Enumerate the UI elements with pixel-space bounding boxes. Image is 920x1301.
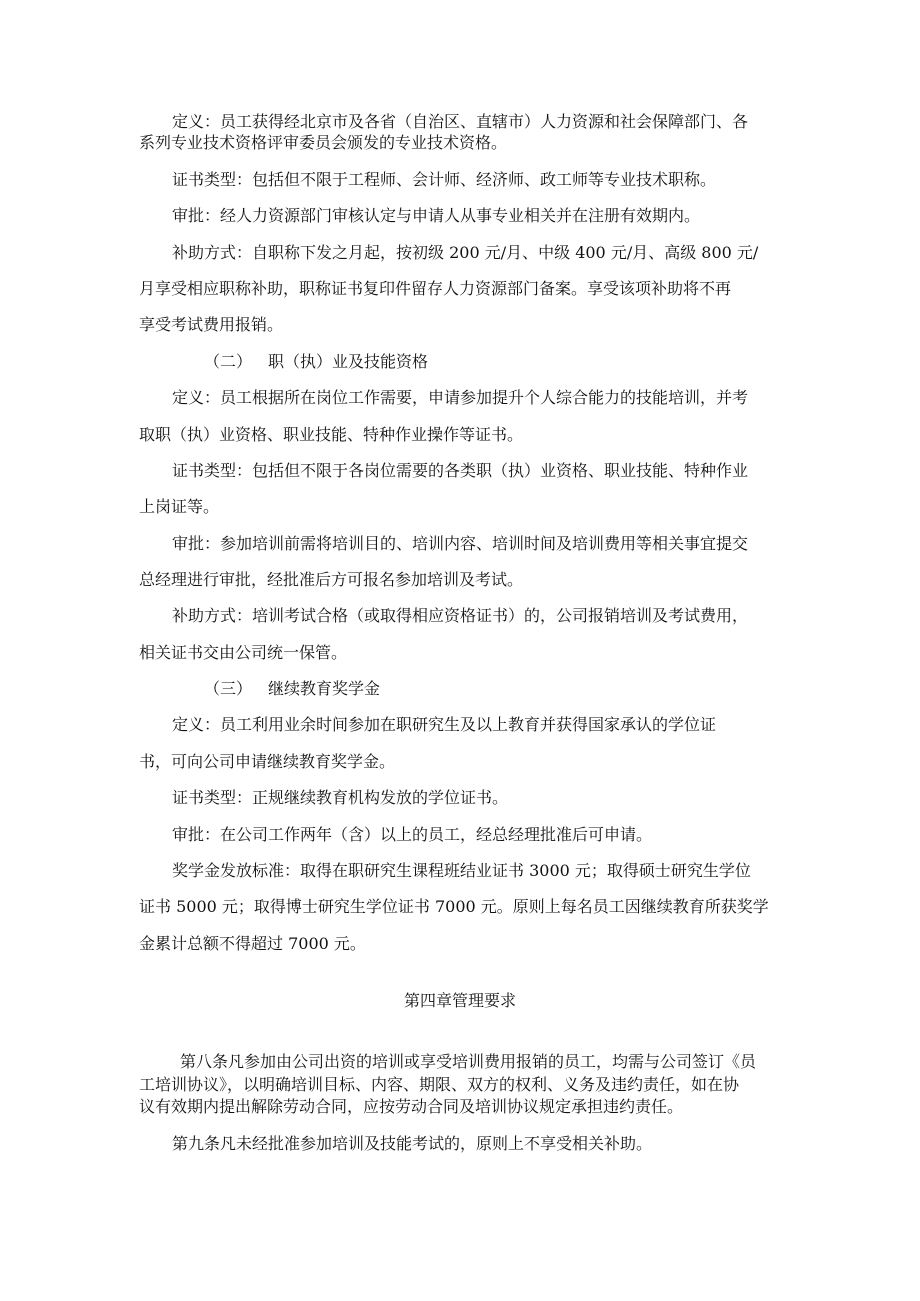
article-8-line3: 议有效期内提出解除劳动合同，应按劳动合同及培训协议规定承担违约责任。 — [139, 1097, 684, 1116]
s2-approval-line2: 总经理进行审批，经批准后方可报名参加培训及考试。 — [139, 570, 524, 589]
article-9: 第九条凡未经批准参加培训及技能考试的，原则上不享受相关补助。 — [172, 1134, 653, 1153]
s1-certificate-type: 证书类型：包括但不限于工程师、会计师、经济师、政工师等专业技术职称。 — [172, 170, 717, 189]
s2-certificate-type-line1: 证书类型：包括但不限于各岗位需要的各类职（执）业资格、职业技能、特种作业 — [172, 461, 749, 480]
s2-subsidy-line2: 相关证书交由公司统一保管。 — [139, 643, 348, 662]
s3-award-line3: 金累计总额不得超过 7000 元。 — [139, 934, 366, 953]
s2-certificate-type-line2: 上岗证等。 — [139, 497, 220, 516]
s2-subsidy-line1: 补助方式：培训考试合格（或取得相应资格证书）的，公司报销培训及考试费用， — [172, 606, 749, 625]
s1-approval: 审批：经人力资源部门审核认定与申请人从事专业相关并在注册有效期内。 — [172, 206, 701, 225]
s1-subsidy-line2: 月享受相应职称补助，职称证书复印件留存人力资源部门备案。享受该项补助将不再 — [139, 279, 732, 298]
s3-definition-line2: 书，可向公司申请继续教育奖学金。 — [139, 752, 396, 771]
s1-subsidy-line3: 享受考试费用报销。 — [139, 315, 284, 334]
s1-definition-line1: 定义：员工获得经北京市及各省（自治区、直辖市）人力资源和社会保障部门、各 — [172, 112, 749, 131]
article-8-line2: 工培训协议》，以明确培训目标、内容、期限、双方的权利、义务及违约责任，如在协 — [139, 1075, 740, 1094]
s2-definition-line1: 定义：员工根据所在岗位工作需要，申请参加提升个人综合能力的技能培训，并考 — [172, 388, 749, 407]
article-8-line1: 第八条凡参加由公司出资的培训或享受培训费用报销的员工，均需与公司签订《员 — [180, 1052, 757, 1071]
section-2-title: 职（执）业及技能资格 — [268, 352, 429, 371]
s3-certificate-type: 证书类型：正规继续教育机构发放的学位证书。 — [172, 788, 509, 807]
s1-definition-line2: 系列专业技术资格评审委员会颁发的专业技术资格。 — [139, 133, 508, 152]
s3-definition-line1: 定义：员工利用业余时间参加在职研究生及以上教育并获得国家承认的学位证 — [172, 715, 717, 734]
s1-subsidy-line1: 补助方式：自职称下发之月起，按初级 200 元/月、中级 400 元/月、高级 800 元/ — [172, 243, 759, 262]
s3-approval: 审批：在公司工作两年（含）以上的员工，经总经理批准后可申请。 — [172, 825, 653, 844]
section-3-title: 继续教育奖学金 — [268, 679, 381, 698]
section-3-number: （三） — [204, 679, 253, 698]
chapter-4-title: 第四章管理要求 — [403, 991, 516, 1010]
s2-approval-line1: 审批：参加培训前需将培训目的、培训内容、培训时间及培训费用等相关事宜提交 — [172, 534, 749, 553]
section-2-number: （二） — [204, 352, 253, 371]
s3-award-line1: 奖学金发放标准：取得在职研究生课程班结业证书 3000 元；取得硕士研究生学位 — [172, 861, 751, 880]
s3-award-line2: 证书 5000 元；取得博士研究生学位证书 7000 元。原则上每名员工因继续教育所获奖学 — [139, 897, 769, 916]
s2-definition-line2: 取职（执）业资格、职业技能、特种作业操作等证书。 — [139, 425, 524, 444]
